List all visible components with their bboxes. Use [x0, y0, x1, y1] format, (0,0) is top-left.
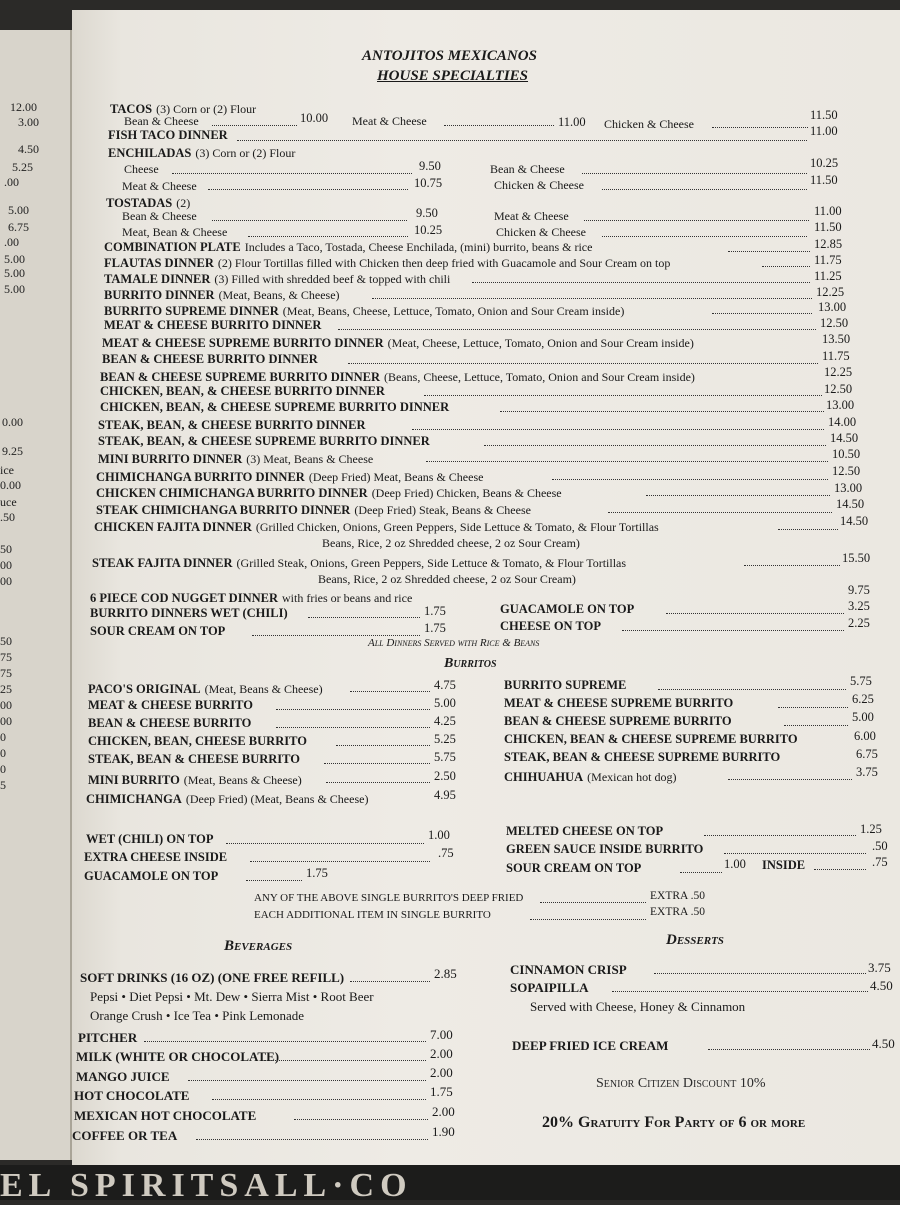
menu-item-extra-cheese-inside: EXTRA CHEESE INSIDE [84, 850, 228, 864]
menu-item-coffee-or-tea: COFFEE OR TEA [72, 1128, 178, 1143]
item-price: 9.50 [419, 159, 441, 173]
menu-item-meat-cheese-burrito: MEAT & CHEESE BURRITO [88, 698, 253, 712]
menu-item-burrito-supreme: BURRITO SUPREME [504, 678, 627, 692]
item-price: 10.50 [832, 447, 861, 461]
item-price: 1.90 [432, 1124, 455, 1139]
item-price: .75 [438, 846, 454, 860]
leader-dots [680, 872, 722, 873]
leader-dots [778, 707, 848, 708]
left-page-price: .00 [4, 235, 19, 249]
item-price: 12.50 [832, 464, 861, 478]
leader-dots [622, 630, 844, 631]
item-price: 12.25 [816, 285, 845, 299]
menu-item-mango-juice: MANGO JUICE [76, 1069, 170, 1084]
item-price: 4.50 [872, 1036, 895, 1051]
menu-item-mini-burrito: MINI BURRITO (Meat, Beans & Cheese) [88, 773, 302, 787]
menu-item-sopaipilla: SOPAIPILLA [510, 980, 589, 995]
leader-dots [778, 529, 838, 530]
left-page-price: 75 [0, 650, 12, 664]
menu-item-guacamole-on-top-burrito: GUACAMOLE ON TOP [84, 869, 219, 883]
item-price: 11.50 [814, 220, 842, 234]
item-price: 1.75 [424, 604, 446, 618]
leader-dots [602, 189, 807, 190]
item-price: 1.75 [306, 866, 328, 880]
item-price: 12.85 [814, 237, 843, 251]
leader-dots [704, 835, 856, 836]
senior-discount-note: Senior Citizen Discount 10% [596, 1076, 766, 1091]
left-page-price: 0.00 [2, 415, 23, 429]
menu-item-hot-chocolate: HOT CHOCOLATE [74, 1088, 190, 1103]
leader-dots [212, 125, 297, 126]
item-price: 12.25 [824, 365, 853, 379]
menu-item-pacos-original: PACO'S ORIGINAL (Meat, Beans & Cheese) [88, 682, 323, 696]
item-price: 12.50 [824, 382, 853, 396]
menu-item-bean-cheese-burrito: BEAN & CHEESE BURRITO [88, 716, 252, 730]
menu-item-milk: MILK (WHITE OR CHOCOLATE) [76, 1049, 280, 1064]
item-sub: Meat & Cheese [122, 179, 197, 193]
left-page-price: 5.00 [8, 203, 29, 217]
menu-title: ANTOJITOS MEXICANOS [362, 48, 537, 64]
menu-item-wet-on-top: WET (CHILI) ON TOP [86, 832, 214, 846]
item-price: 2.25 [848, 616, 870, 630]
left-page-price: 50 [0, 542, 12, 556]
menu-item-cinnamon-crisp: CINNAMON CRISP [510, 962, 627, 977]
item-price: 2.00 [430, 1065, 453, 1080]
leader-dots [196, 1139, 428, 1140]
menu-item-chicken-supreme-burrito: CHICKEN, BEAN & CHEESE SUPREME BURRITO [504, 732, 798, 746]
item-price: .75 [872, 855, 888, 869]
leader-dots [276, 709, 430, 710]
additional-item-note: EACH ADDITIONAL ITEM IN SINGLE BURRITO [254, 909, 491, 921]
additional-item-price: EXTRA .50 [650, 906, 705, 918]
leader-dots [424, 395, 822, 396]
menu-item-tacos: TACOS (3) Corn or (2) Flour [110, 102, 257, 116]
gratuity-note: 20% Gratuity For Party of 6 or more [542, 1114, 806, 1131]
menu-item-burrito-supreme-dinner: BURRITO SUPREME DINNER (Meat, Beans, Cheese, Lettuce, Tomato, Onion and Sour Cream inside) [104, 304, 625, 318]
left-page-price: ice [0, 463, 14, 477]
leader-dots [708, 1049, 870, 1050]
table-surface [0, 1165, 900, 1204]
menu-item-chicken-bean-cheese-burrito: CHICKEN, BEAN, CHEESE BURRITO [88, 734, 307, 748]
left-page-price: 0 [0, 746, 6, 760]
menu-item-cheese-on-top: CHEESE ON TOP [500, 619, 601, 633]
menu-item-fish-taco: FISH TACO DINNER [108, 128, 228, 142]
leader-dots [144, 1041, 426, 1042]
item-price: 15.50 [842, 551, 871, 565]
menu-item-flautas: FLAUTAS DINNER (2) Flour Tortillas filled with Chicken then deep fried with Guacamole and Sour Cream on top [104, 256, 671, 270]
dinners-note: All Dinners Served with Rice & Beans [368, 637, 540, 649]
leader-dots [212, 220, 407, 221]
menu-item-meat-cheese-supreme-dinner: MEAT & CHEESE SUPREME BURRITO DINNER (Meat, Cheese, Lettuce, Tomato, Onion and Sour Cream inside) [102, 336, 694, 350]
item-price: 6.00 [854, 729, 876, 743]
left-page-price: 12.00 [10, 100, 37, 114]
menu-item-bean-cheese-burrito-dinner: BEAN & CHEESE BURRITO DINNER [102, 352, 318, 366]
item-sub: Bean & Cheese [124, 114, 199, 128]
leader-dots [444, 125, 554, 126]
beverages-heading: Beverages [224, 938, 293, 954]
sopaipilla-description: Served with Cheese, Honey & Cinnamon [530, 999, 746, 1014]
item-price: 9.75 [848, 583, 870, 597]
item-price: .50 [872, 839, 888, 853]
item-price: 11.00 [558, 115, 586, 129]
item-price: 10.25 [810, 156, 839, 170]
item-price: 4.25 [434, 714, 456, 728]
left-page-price: 00 [0, 714, 12, 728]
menu-item-melted-cheese-on-top: MELTED CHEESE ON TOP [506, 824, 664, 838]
item-continuation: Beans, Rice, 2 oz Shredded cheese, 2 oz Sour Cream) [318, 572, 576, 586]
left-page-price: 6.75 [8, 220, 29, 234]
item-price: 2.85 [434, 966, 457, 981]
leader-dots [338, 329, 816, 330]
menu-item-chimichanga: CHIMICHANGA (Deep Fried) (Meat, Beans & Cheese) [86, 792, 369, 806]
leader-dots [530, 919, 646, 920]
menu-item-soft-drinks: SOFT DRINKS (16 OZ) (ONE FREE REFILL) [80, 970, 345, 985]
leader-dots [276, 727, 430, 728]
menu-item-chicken-fajita-dinner: CHICKEN FAJITA DINNER (Grilled Chicken, Onions, Green Peppers, Side Lettuce & Tomato, & Flour Tortillas [94, 520, 659, 534]
menu-item-combination-plate: COMBINATION PLATE Includes a Taco, Tostada, Cheese Enchilada, (mini) burrito, beans & rice [104, 240, 593, 254]
left-page-price: 4.50 [18, 142, 39, 156]
item-price: 2.00 [430, 1046, 453, 1061]
item-price: 2.50 [434, 769, 456, 783]
menu-item-chicken-supreme-dinner: CHICKEN, BEAN, & CHEESE SUPREME BURRITO DINNER [100, 400, 450, 414]
leader-dots [336, 745, 430, 746]
item-price: 13.50 [822, 332, 851, 346]
leader-dots [744, 565, 840, 566]
menu-item-guacamole-on-top: GUACAMOLE ON TOP [500, 602, 635, 616]
menu-item-sour-cream-inside: INSIDE [762, 858, 806, 872]
leader-dots [608, 512, 832, 513]
menu-item-enchiladas: ENCHILADAS (3) Corn or (2) Flour [108, 146, 296, 160]
deep-fried-price: EXTRA .50 [650, 890, 705, 902]
item-price: 10.75 [414, 176, 443, 190]
leader-dots [250, 861, 430, 862]
leader-dots [350, 981, 430, 982]
leader-dots [188, 1080, 426, 1081]
leader-dots [372, 298, 812, 299]
item-price: 13.00 [818, 300, 847, 314]
leader-dots [248, 236, 408, 237]
left-page-price: 5 [0, 778, 6, 792]
leader-dots [658, 689, 846, 690]
item-sub: Meat & Cheese [494, 209, 569, 223]
menu-item-meat-cheese-burrito-dinner: MEAT & CHEESE BURRITO DINNER [104, 318, 322, 332]
leader-dots [237, 140, 807, 141]
deep-fried-note: ANY OF THE ABOVE SINGLE BURRITO'S DEEP FRIED [254, 892, 524, 904]
item-sub: Meat, Bean & Cheese [122, 225, 228, 239]
menu-item-burrito-dinner: BURRITO DINNER (Meat, Beans, & Cheese) [104, 288, 340, 302]
menu-item-steak-bean-cheese-dinner: STEAK, BEAN, & CHEESE BURRITO DINNER [98, 418, 366, 432]
left-page-price: 0.00 [0, 478, 21, 492]
menu-item-tostadas: TOSTADAS (2) [106, 196, 191, 210]
menu-item-pitcher: PITCHER [78, 1030, 138, 1045]
item-price: 11.00 [810, 124, 838, 138]
leader-dots [246, 880, 302, 881]
leader-dots [540, 902, 646, 903]
leader-dots [326, 782, 430, 783]
left-page-price: 0 [0, 762, 6, 776]
left-page-price: 00 [0, 558, 12, 572]
menu-item-sour-cream-on-top: SOUR CREAM ON TOP [90, 624, 226, 638]
menu-item-chimichanga-dinner: CHIMICHANGA BURRITO DINNER (Deep Fried) Meat, Beans & Cheese [96, 470, 484, 484]
left-page-price: 00 [0, 574, 12, 588]
soft-drink-flavors: Pepsi • Diet Pepsi • Mt. Dew • Sierra Mist • Root Beer [90, 989, 374, 1004]
leader-dots [712, 313, 812, 314]
left-page-price: .00 [4, 175, 19, 189]
item-price: 14.50 [840, 514, 869, 528]
left-page-price: 5.00 [4, 266, 25, 280]
item-price: 1.75 [430, 1084, 453, 1099]
menu-item-mini-burrito-dinner: MINI BURRITO DINNER (3) Meat, Beans & Cheese [98, 452, 374, 466]
leader-dots [252, 635, 420, 636]
item-sub: Meat & Cheese [352, 114, 427, 128]
decorative-lettering: EL SPIRITSALL·CO [0, 1167, 413, 1204]
leader-dots [666, 613, 844, 614]
item-price: 11.25 [814, 269, 842, 283]
left-page-price: 0 [0, 730, 6, 744]
item-price: 3.75 [856, 765, 878, 779]
item-price: 3.25 [848, 599, 870, 613]
leader-dots [646, 495, 830, 496]
left-page-price: 5.25 [12, 160, 33, 174]
item-price: 5.75 [434, 750, 456, 764]
leader-dots [226, 843, 424, 844]
item-price: 4.50 [870, 978, 893, 993]
leader-dots [412, 429, 824, 430]
left-page-price: 5.00 [4, 282, 25, 296]
menu-item-chihuahua: CHIHUAHUA (Mexican hot dog) [504, 770, 677, 784]
menu-item-steak-bean-cheese-burrito: STEAK, BEAN & CHEESE BURRITO [88, 752, 300, 766]
item-price: 11.75 [822, 349, 850, 363]
menu-item-chicken-chimichanga-dinner: CHICKEN CHIMICHANGA BURRITO DINNER (Deep Fried) Chicken, Beans & Cheese [96, 486, 562, 500]
leader-dots [426, 461, 828, 462]
item-sub: Cheese [124, 162, 159, 176]
menu-item-tamale: TAMALE DINNER (3) Filled with shredded beef & topped with chili [104, 272, 451, 286]
leader-dots [212, 1099, 426, 1100]
menu-page [72, 10, 900, 1168]
leader-dots [762, 266, 810, 267]
leader-dots [724, 853, 866, 854]
item-price: 9.50 [416, 206, 438, 220]
item-price: 10.25 [414, 223, 443, 237]
item-price: 3.75 [868, 960, 891, 975]
left-page-price: 9.25 [2, 444, 23, 458]
leader-dots [584, 220, 809, 221]
menu-item-cod-nugget-dinner: 6 PIECE COD NUGGET DINNER with fries or beans and rice [90, 591, 413, 605]
item-price: 2.00 [432, 1104, 455, 1119]
leader-dots [172, 173, 412, 174]
item-price: 1.25 [860, 822, 882, 836]
left-page-price: 00 [0, 698, 12, 712]
item-price: 13.00 [834, 481, 863, 495]
menu-item-chicken-bean-cheese-dinner: CHICKEN, BEAN, & CHEESE BURRITO DINNER [100, 384, 385, 398]
item-sub: Chicken & Cheese [604, 117, 694, 131]
desserts-heading: Desserts [666, 932, 724, 948]
leader-dots [500, 411, 824, 412]
menu-item-bean-cheese-supreme-dinner: BEAN & CHEESE SUPREME BURRITO DINNER (Beans, Cheese, Lettuce, Tomato, Onion and Sour Cream inside) [100, 370, 695, 384]
leader-dots [348, 363, 818, 364]
item-price: 5.75 [850, 674, 872, 688]
leader-dots [308, 617, 420, 618]
left-page-price: uce [0, 495, 17, 509]
item-sub: Chicken & Cheese [496, 225, 586, 239]
leader-dots [552, 479, 828, 480]
item-price: 12.50 [820, 316, 849, 330]
menu-item-steak-fajita-dinner: STEAK FAJITA DINNER (Grilled Steak, Onions, Green Peppers, Side Lettuce & Tomato, & Flour Tortillas [92, 556, 627, 570]
item-price: 6.75 [856, 747, 878, 761]
item-price: 11.75 [814, 253, 842, 267]
item-price: 1.00 [724, 857, 746, 871]
leader-dots [784, 725, 848, 726]
item-price: 5.00 [434, 696, 456, 710]
leader-dots [654, 973, 866, 974]
previous-page-edge [0, 30, 72, 1160]
leader-dots [208, 189, 408, 190]
menu-item-steak-supreme-dinner: STEAK, BEAN, & CHEESE SUPREME BURRITO DINNER [98, 434, 430, 448]
item-price: 5.25 [434, 732, 456, 746]
leader-dots [814, 869, 866, 870]
menu-item-meat-cheese-supreme-burrito: MEAT & CHEESE SUPREME BURRITO [504, 696, 734, 710]
leader-dots [582, 173, 807, 174]
item-price: 6.25 [852, 692, 874, 706]
menu-item-green-sauce-inside: GREEN SAUCE INSIDE BURRITO [506, 842, 704, 856]
left-page-price: 25 [0, 682, 12, 696]
item-price: 7.00 [430, 1027, 453, 1042]
burritos-heading: Burritos [444, 656, 497, 671]
item-price: 4.95 [434, 788, 456, 802]
menu-item-bean-cheese-supreme-burrito: BEAN & CHEESE SUPREME BURRITO [504, 714, 732, 728]
left-page-price: 75 [0, 666, 12, 680]
leader-dots [294, 1119, 428, 1120]
leader-dots [324, 763, 430, 764]
leader-dots [484, 445, 826, 446]
leader-dots [728, 251, 810, 252]
left-page-price: .50 [0, 510, 15, 524]
menu-item-steak-supreme-burrito: STEAK, BEAN & CHEESE SUPREME BURRITO [504, 750, 781, 764]
item-price: 14.50 [830, 431, 859, 445]
menu-item-deep-fried-ice-cream: DEEP FRIED ICE CREAM [512, 1038, 669, 1053]
soft-drink-flavors: Orange Crush • Ice Tea • Pink Lemonade [90, 1008, 305, 1023]
item-price: 11.50 [810, 108, 838, 122]
menu-subtitle: HOUSE SPECIALTIES [377, 68, 529, 84]
leader-dots [472, 282, 810, 283]
item-price: 14.50 [836, 497, 865, 511]
item-price: 11.50 [810, 173, 838, 187]
menu-item-mexican-hot-chocolate: MEXICAN HOT CHOCOLATE [74, 1108, 257, 1123]
left-page-price: 50 [0, 634, 12, 648]
leader-dots [612, 991, 868, 992]
item-continuation: Beans, Rice, 2 oz Shredded cheese, 2 oz Sour Cream) [322, 536, 580, 550]
leader-dots [728, 779, 852, 780]
item-price: 11.00 [814, 204, 842, 218]
item-price: 1.75 [424, 621, 446, 635]
menu-item-sour-cream-on-top-burrito: SOUR CREAM ON TOP [506, 861, 642, 875]
left-page-price: 5.00 [4, 252, 25, 266]
leader-dots [264, 1060, 426, 1061]
item-sub: Chicken & Cheese [494, 178, 584, 192]
leader-dots [350, 691, 430, 692]
item-price: 5.00 [852, 710, 874, 724]
menu-item-steak-chimichanga-dinner: STEAK CHIMICHANGA BURRITO DINNER (Deep Fried) Steak, Beans & Cheese [96, 503, 531, 517]
leader-dots [712, 127, 808, 128]
item-price: 14.00 [828, 415, 857, 429]
item-sub: Bean & Cheese [122, 209, 197, 223]
item-price: 10.00 [300, 111, 329, 125]
menu-item-burrito-dinners-wet: BURRITO DINNERS WET (CHILI) [90, 606, 288, 620]
item-price: 4.75 [434, 678, 456, 692]
leader-dots [602, 236, 807, 237]
left-page-price: 3.00 [18, 115, 39, 129]
item-sub: Bean & Cheese [490, 162, 565, 176]
item-price: 1.00 [428, 828, 450, 842]
item-price: 13.00 [826, 398, 855, 412]
